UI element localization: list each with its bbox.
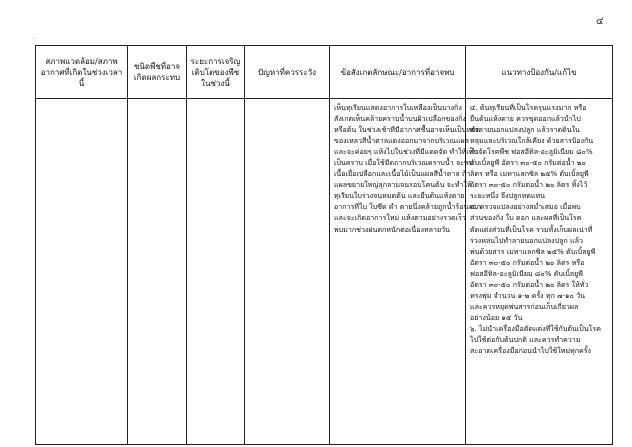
remedy-line: ๖. ไม่นำเครื่องมือตัดแต่งที่ใช้กับต้นเป็นโรค: [470, 323, 601, 333]
body-row: [36, 99, 613, 445]
remedy-line: ทำลายนอกแปลงปลูก แล้วราดดินใน: [470, 125, 580, 135]
pest-management-table: [35, 45, 613, 445]
remedy-line: ๕. ตรวจแปลงอย่างสม่ำเสมอ เมื่อพบ: [470, 202, 581, 212]
remedy-line: ไปใช้ต่อกับต้นปกติ และควรทำความ: [470, 334, 581, 344]
remedy-line: อัตรา ๓๐-๕๐ กรัมต่อน้ำ ๒๐ ลิตร ทิ้งไว้: [470, 180, 588, 190]
remedy-line: ระยะหนึ่ง จึงปลูกทดแทน: [470, 191, 545, 201]
header-remedies: แนวทางป้องกัน/แก้ไข: [466, 46, 613, 99]
cell-environment: [36, 99, 128, 445]
cell-problems: [245, 99, 330, 445]
header-row: [36, 46, 613, 99]
remedies-text: [466, 99, 612, 356]
header-growth-stage: ระยะการเจริญเติบโตของพืชในช่วงนี้: [187, 46, 245, 99]
header-plant-type: ชนิดพืชที่อาจเกิดผลกระทบ: [128, 46, 187, 99]
remedy-line: ยืนต้นแห้งตาย ควรขุดออกแล้วนำไป: [470, 114, 581, 124]
cell-remedies: [466, 99, 613, 445]
remedy-line: พ่นด้วยสาร เมทาแลกซิล ๒๕% ดับเบิ้ลยูพี: [470, 246, 596, 256]
remedy-line: ลิตร หรือ เมทาแลกซิล ๒๕% ดับเบิ้ลยูพี: [470, 169, 589, 179]
remedy-line: หลุมและบริเวณใกล้เคียง ด้วยสารป้องกัน: [470, 136, 594, 146]
observation-line: แผลขยายใหญ่ลุกลามจนรอบโคนต้น จะทำให้: [334, 180, 472, 190]
remedy-line: ทรงพุ่ม จำนวน ๑-๒ ครั้ง ทุก ๗-๑๐ วัน: [470, 290, 585, 300]
observation-line: และจะค่อยๆ แห้งไปในช่วงที่มีแดดจัด ทำให้เห็น: [334, 147, 479, 157]
remedy-line: ดับเบิ้ลยูพี อัตรา ๓๐-๕๐ กรัมต่อน้ำ ๒๐: [470, 158, 586, 168]
remedy-line: อย่างน้อย ๑๕ วัน: [470, 312, 523, 322]
remedy-line: อัตรา ๓๐-๕๐ กรัมต่อน้ำ ๒๐ ลิตร ให้ทั่ว: [470, 279, 589, 289]
observations-text: [330, 99, 481, 235]
header-problems: ปัญหาที่ควรระวัง: [245, 46, 330, 99]
header-observations: ข้อสังเกตลักษณะ/อาการที่อาจพบ: [330, 46, 466, 99]
cell-observations: [330, 99, 481, 445]
remedy-line: ฟอสอีทิล-อะลูมิเนียม ๘๐% ดับเบิ้ลยูพี: [470, 268, 583, 278]
page-number: ๔: [596, 16, 604, 27]
remedy-line: ส่วนของกิ่ง ใบ ดอก และผลที่เป็นโรค: [470, 213, 582, 223]
remedy-line: และควรหยุดพ่นสารก่อนเก็บเกี่ยวผล: [470, 301, 579, 311]
observation-line: ของเหลวสีน้ำตาลแดงออกมาจากบริเวณแผล: [334, 136, 470, 146]
remedy-line: ร่วงหล่นไปทำลายนอกแปลงปลูก แล้ว: [470, 235, 583, 245]
header-environment: สภาพแวดล้อม/สภาพอากาศที่เกิดในช่วงเวลานี้: [36, 46, 128, 99]
remedy-line: กำจัดโรคพืช ฟอสอีทิล-อะลูมิเนียม ๘๐%: [470, 147, 593, 157]
observation-line: และจะเกิดอาการใหม่ แห้งตามอย่างรวดเร็ว: [334, 213, 466, 223]
observation-line: พบมากช่วงฝนตกหนักต่อเนื่องหลายวัน: [334, 224, 450, 234]
observation-line: เนื้อเยื่อเปลือกและเนื้อไม้เป็นแผลสีน้ำตาล ถ้า: [334, 169, 471, 179]
remedy-line: อัตรา ๓๐-๕๐ กรัมต่อน้ำ ๒๐ ลิตร หรือ: [470, 257, 585, 267]
cell-plant-type: [128, 99, 187, 445]
observation-line: เห็นทุเรียนแสดงอาการใบเหลืองเป็นบางกิ่ง: [334, 103, 462, 112]
observation-line: อาการที่ใบ ใบซีด ดำ ตายนึ่งคล้ายถูกน้ำร้อนลวก: [334, 202, 481, 212]
margin-mark: .: [33, 34, 35, 41]
cell-growth-stage: [187, 99, 245, 445]
observation-line: สังเกตเห็นคล้ายคราบน้ำบนผิวเปลือกของกิ่ง: [334, 114, 466, 124]
observation-line: หรือต้น ในช่วงเช้าที่มีอากาศชื้นอาจเห็นเป็นหยด: [334, 125, 480, 135]
observation-line: เป็นคราบ เมื่อใช้มีดถากบริเวณคราบน้ำ จะพบ: [334, 158, 474, 168]
observation-line: ทุเรียนใบร่วงจนหมดต้น และยืนต้นแห้งตาย: [334, 191, 465, 201]
remedy-line: ตัดแต่งส่วนที่เป็นโรค รวมทั้งเก็บผลเน่าที่: [470, 224, 593, 234]
remedy-line: สะอาดเครื่องมือก่อนนำไปใช้ใหม่ทุกครั้ง: [470, 346, 592, 356]
remedy-line: ๔. ต้นทุเรียนที่เป็นโรครุนแรงมาก หรือ: [470, 103, 587, 112]
